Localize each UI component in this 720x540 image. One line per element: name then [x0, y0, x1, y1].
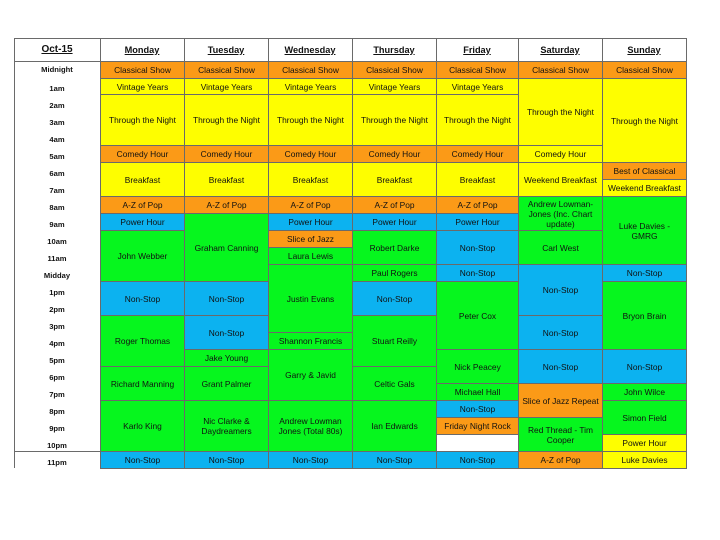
show-slot: Red Thread - Tim Cooper: [518, 417, 603, 452]
show-slot: Through the Night: [518, 78, 603, 146]
show-slot: Nic Clarke & Daydreamers: [184, 400, 269, 452]
time-label: 1am: [49, 84, 65, 93]
show-slot: Non-Stop: [436, 400, 519, 418]
grid-line: [518, 38, 519, 468]
show-slot: Classical Show: [518, 61, 603, 79]
day-header-sunday: Sunday: [627, 44, 661, 55]
show-slot: Roger Thomas: [100, 315, 185, 367]
show-slot: Vintage Years: [268, 78, 353, 95]
show-slot: Justin Evans: [268, 264, 353, 333]
show-slot: Non-Stop: [602, 264, 687, 282]
grid-line: [14, 38, 15, 468]
show-slot: Non-Stop: [436, 230, 519, 265]
show-slot: Slice of Jazz Repeat: [518, 383, 603, 418]
grid-line: [14, 61, 686, 62]
day-header-saturday: Saturday: [540, 44, 580, 55]
show-slot: Through the Night: [436, 94, 519, 146]
show-slot: Ian Edwards: [352, 400, 437, 452]
day-header-wednesday: Wednesday: [284, 44, 336, 55]
show-slot: Through the Night: [268, 94, 353, 146]
show-slot: A-Z of Pop: [268, 196, 353, 214]
show-slot: Weekend Breakfast: [518, 162, 603, 197]
show-slot: Non-Stop: [436, 451, 519, 469]
day-header-monday: Monday: [124, 44, 160, 55]
show-slot: Shannon Francis: [268, 332, 353, 350]
grid-line: [268, 38, 269, 468]
month-title: Oct-15: [41, 43, 73, 55]
time-label: 10am: [47, 237, 67, 246]
show-slot: Laura Lewis: [268, 247, 353, 265]
show-slot: Best of Classical: [602, 162, 687, 180]
time-label: 5pm: [49, 356, 65, 365]
show-slot: Friday Night Rock: [436, 417, 519, 435]
time-label: 1pm: [49, 288, 65, 297]
show-slot: Andrew Lowman-Jones (Inc. Chart update): [518, 196, 603, 231]
show-slot: Grant Palmer: [184, 366, 269, 401]
show-slot: Comedy Hour: [268, 145, 353, 163]
time-label: 8am: [49, 203, 65, 212]
show-slot: Stuart Reilly: [352, 315, 437, 367]
show-slot: Garry & Javid: [268, 349, 353, 401]
show-slot: Non-Stop: [100, 281, 185, 316]
show-slot: A-Z of Pop: [100, 196, 185, 214]
show-slot: Carl West: [518, 230, 603, 265]
show-slot: Non-Stop: [184, 451, 269, 469]
show-slot: Weekend Breakfast: [602, 179, 687, 197]
show-slot: Celtic Gals: [352, 366, 437, 401]
show-slot: Michael Hall: [436, 383, 519, 401]
show-slot: Non-Stop: [184, 281, 269, 316]
show-slot: Karlo King: [100, 400, 185, 452]
show-slot: Simon Field: [602, 400, 687, 435]
time-label: 2am: [49, 101, 65, 110]
show-slot: Non-Stop: [436, 264, 519, 282]
show-slot: A-Z of Pop: [184, 196, 269, 214]
show-slot: Breakfast: [100, 162, 185, 197]
time-label: 8pm: [49, 407, 65, 416]
show-slot: Power Hour: [602, 434, 687, 452]
show-slot: Luke Davies - GMRG: [602, 196, 687, 265]
show-slot: Comedy Hour: [436, 145, 519, 163]
show-slot: Bryon Brain: [602, 281, 687, 350]
show-slot: Robert Darke: [352, 230, 437, 265]
show-slot: Classical Show: [436, 61, 519, 79]
time-label: 11am: [47, 254, 67, 263]
grid-line: [352, 38, 353, 468]
show-slot: Comedy Hour: [100, 145, 185, 163]
show-slot: Classical Show: [602, 61, 687, 79]
time-label: Midday: [43, 271, 71, 280]
show-slot: Power Hour: [268, 213, 353, 231]
time-label: 7pm: [49, 390, 65, 399]
time-label: 9pm: [49, 424, 65, 433]
day-header-friday: Friday: [463, 44, 491, 55]
time-label: 2pm: [49, 305, 65, 314]
show-slot: Comedy Hour: [184, 145, 269, 163]
show-slot: Slice of Jazz: [268, 230, 353, 248]
show-slot: A-Z of Pop: [518, 451, 603, 469]
time-label: 4pm: [49, 339, 65, 348]
show-slot: Classical Show: [100, 61, 185, 79]
grid-line: [14, 451, 100, 452]
show-slot: John Webber: [100, 230, 185, 282]
show-slot: Breakfast: [352, 162, 437, 197]
show-slot: Nick Peacey: [436, 349, 519, 384]
show-slot: Jake Young: [184, 349, 269, 367]
time-label: 6am: [49, 169, 65, 178]
show-slot: Through the Night: [100, 94, 185, 146]
grid-line: [184, 38, 185, 468]
time-label: 3pm: [49, 322, 65, 331]
show-slot: A-Z of Pop: [352, 196, 437, 214]
show-slot: Classical Show: [184, 61, 269, 79]
time-label: 7am: [49, 186, 65, 195]
show-slot: Power Hour: [352, 213, 437, 231]
show-slot: Vintage Years: [352, 78, 437, 95]
show-slot: Non-Stop: [100, 451, 185, 469]
show-slot: Classical Show: [352, 61, 437, 79]
show-slot: Graham Canning: [184, 213, 269, 282]
grid-line: [14, 38, 686, 39]
show-slot: Non-Stop: [518, 264, 603, 316]
show-slot: Breakfast: [184, 162, 269, 197]
show-slot: Peter Cox: [436, 281, 519, 350]
time-label: Midnight: [41, 64, 73, 74]
show-slot: Paul Rogers: [352, 264, 437, 282]
show-slot: Non-Stop: [352, 281, 437, 316]
grid-line: [602, 38, 603, 468]
show-slot: Vintage Years: [184, 78, 269, 95]
show-slot: Power Hour: [100, 213, 185, 231]
show-slot: Comedy Hour: [518, 145, 603, 163]
show-slot: Through the Night: [184, 94, 269, 146]
show-slot: Non-Stop: [352, 451, 437, 469]
show-slot: A-Z of Pop: [436, 196, 519, 214]
show-slot: John Wilce: [602, 383, 687, 401]
show-slot: Vintage Years: [100, 78, 185, 95]
time-label: 9am: [49, 220, 65, 229]
show-slot: Non-Stop: [518, 315, 603, 350]
time-label: 5am: [49, 152, 65, 161]
show-slot: Non-Stop: [184, 315, 269, 350]
day-header-thursday: Thursday: [373, 44, 415, 55]
time-label: 10pm: [47, 441, 67, 450]
show-slot: Breakfast: [436, 162, 519, 197]
show-slot: Non-Stop: [268, 451, 353, 469]
time-label: 11pm: [47, 458, 67, 467]
show-slot: Luke Davies: [602, 451, 687, 469]
show-slot: Breakfast: [268, 162, 353, 197]
time-label: 6pm: [49, 373, 65, 382]
time-label: 3am: [49, 118, 65, 127]
grid-line: [436, 38, 437, 468]
show-slot: Richard Manning: [100, 366, 185, 401]
show-slot: Comedy Hour: [352, 145, 437, 163]
time-label: 4am: [49, 135, 65, 144]
show-slot: Through the Night: [602, 78, 687, 163]
grid-line: [686, 38, 687, 468]
show-slot: Classical Show: [268, 61, 353, 79]
show-slot: Andrew Lowman Jones (Total 80s): [268, 400, 353, 452]
day-header-tuesday: Tuesday: [207, 44, 245, 55]
show-slot: Through the Night: [352, 94, 437, 146]
grid-line: [100, 38, 101, 468]
show-slot: Power Hour: [436, 213, 519, 231]
show-slot: Vintage Years: [436, 78, 519, 95]
show-slot: Non-Stop: [518, 349, 603, 384]
show-slot: Non-Stop: [602, 349, 687, 384]
